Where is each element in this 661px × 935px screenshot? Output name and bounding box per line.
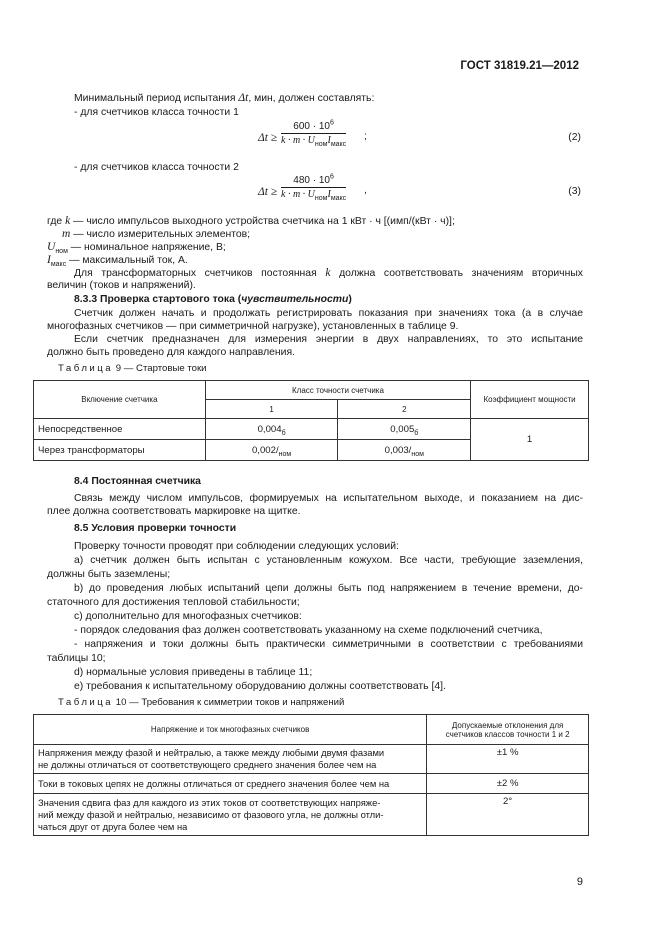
transformer-note-line2: величин (токов и напряжений). (47, 280, 196, 291)
def-k: где k — число импульсов выходного устройства счетчика на 1 кВт · ч [(имп/(кВт · ч)]; (47, 215, 455, 227)
transformer-note-line1: Для трансформаторных счетчиков постоянная k должна соответствовать значениям вторичных (74, 267, 583, 279)
table-9 (33, 380, 589, 461)
s85-l10: d) нормальные условия приведены в таблице 11; (74, 667, 313, 678)
document-id: ГОСТ 31819.21—2012 (460, 60, 579, 72)
s85-l3: должны быть заземлены; (47, 569, 171, 580)
s833-p1-line2: многофазных счетчиков — при симметричной нагрузке), установленных в таблице 9. (47, 321, 459, 332)
table-10 (33, 714, 589, 836)
table-row: Напряжения между фазой и нейтралью, а также между любыми двумя фазами не должны отличаться от соответствующего среднего значения более чем на ±1 % (34, 745, 589, 774)
t9-coef-value: 1 (471, 419, 589, 461)
formula-2-fraction: $600 \cdot 10^6$ $k \cdot m \cdot U_{ном}I_{макс}$ (281, 119, 347, 148)
def-i: $I_{макс}$ — максимальный ток, А. (47, 254, 188, 269)
s85-l7: - порядок следования фаз должен соответствовать указанному на схеме подключений счетчика, (74, 625, 543, 636)
t9-header-coef: Коэффициент мощности (471, 381, 589, 419)
s85-l8: - напряжения и токи должны быть практически симметричными в соответствии с требованиями (74, 639, 583, 650)
t9-header-class2: 2 (338, 400, 471, 419)
formula-3-tail: , (364, 185, 367, 196)
section-833-title: 8.3.3 Проверка стартового тока (чувствительности) (74, 294, 352, 305)
s84-line2: плее должна соответствовать маркировке на щитке. (47, 506, 301, 517)
def-u: $U_{ном}$ — номинальное напряжение, В; (47, 241, 226, 256)
s85-l4: b) до проведения любых испытаний цепи должны быть под напряжением в течение времени, до- (74, 583, 583, 594)
section-85-title: 8.5 Условия проверки точности (74, 523, 237, 534)
formula-2-lhs: Δt ≥ (258, 132, 278, 144)
formula-2-tail: ; (364, 131, 367, 142)
s85-l11: е) требования к испытательному оборудованию должны соответствовать [4]. (74, 681, 446, 692)
section-84-title: 8.4 Постоянная счетчика (74, 476, 201, 487)
s833-p1-line1: Счетчик должен начать и продолжать регистрировать показания при значениях тока (а в случае (74, 308, 583, 319)
table-row: Через трансформаторы $0,002/_{ном}$ $0,003/_{ном}$ (34, 440, 589, 461)
table9-caption: Таблица 9 — Стартовые токи (58, 363, 207, 374)
s85-l6: с) дополнительно для многофазных счетчиков: (74, 611, 302, 622)
formula-2-number: (2) (568, 132, 581, 143)
t9-header-class: Класс точности счетчика (205, 381, 470, 400)
table10-caption: Таблица 10 — Требования к симметрии токов и напряжений (58, 697, 345, 708)
s85-l1: Проверку точности проводят при соблюдении следующих условий: (74, 541, 399, 552)
s833-p2-line2: должно быть проведено для каждого направления. (47, 347, 295, 358)
formula-3-lhs: Δt ≥ (258, 186, 278, 198)
s85-l5: статочного для достижения тепловой стабильности; (47, 597, 300, 608)
page-number: 9 (576, 876, 583, 888)
formula-3-fraction: $480 \cdot 10^6$ $k \cdot m \cdot U_{ном}I_{макс}$ (281, 173, 347, 202)
table-row: Непосредственное $0,004_б$ $0,005_б$ 1 (34, 419, 589, 440)
min-period-line: Минимальный период испытания Δt, мин, должен составлять: (74, 92, 375, 104)
s833-p2-line1: Если счетчик предназначен для измерения энергии в двух направлениях, то это испытание (74, 334, 583, 345)
table-row: Токи в токовых цепях не должны отличаться от среднего значения более чем на ±2 % (34, 774, 589, 794)
t10-header-right: Допускаемые отклонения для счетчиков классов точности 1 и 2 (427, 715, 589, 745)
class1-label: - для счетчиков класса точности 1 (74, 107, 239, 118)
t9-header-class1: 1 (205, 400, 338, 419)
s85-l9: таблицы 10; (47, 653, 106, 664)
table-row: Значения сдвига фаз для каждого из этих токов от соответствующих напряже- ний между фазой и нейтралью, независимо от фазового угла, не должны отли- чаться друг от друга более чем на 2° (34, 794, 589, 836)
s84-line1: Связь между числом импульсов, формируемых на испытательном выходе, и показанием на дис- (74, 493, 583, 504)
def-m: m — число измерительных элементов; (62, 228, 251, 240)
formula-3-number: (3) (568, 186, 581, 197)
t10-header-left: Напряжение и ток многофазных счетчиков (34, 715, 427, 745)
t9-header-connection: Включение счетчика (34, 381, 206, 419)
s85-l2: а) счетчик должен быть испытан с установленным кожухом. Все части, требующие заземления, (74, 555, 583, 566)
class2-label: - для счетчиков класса точности 2 (74, 162, 239, 173)
delta-t-symbol: Δt (238, 92, 249, 104)
